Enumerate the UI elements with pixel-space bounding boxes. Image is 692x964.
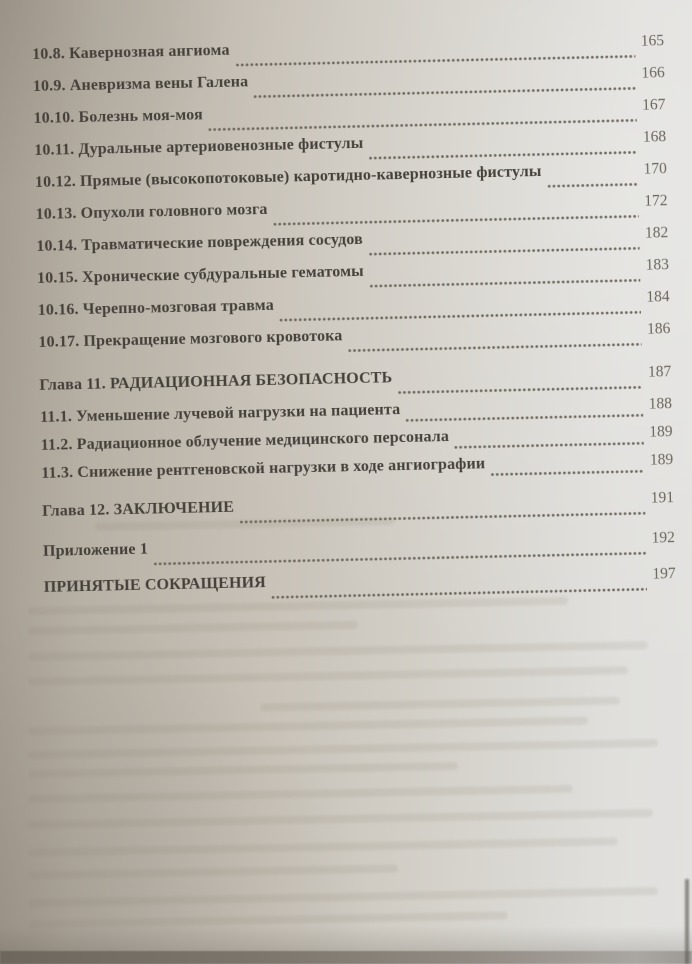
toc-page-number: 189 <box>649 423 673 441</box>
dot-leader <box>547 182 638 189</box>
dot-leader <box>279 310 641 323</box>
dot-leader <box>490 469 644 477</box>
toc-page-number: 191 <box>650 489 675 507</box>
toc-page-number: 182 <box>644 224 669 242</box>
toc-entry-label: 10.16. Черепно-мозговая травма <box>37 296 275 319</box>
bleed-through-line <box>28 739 658 759</box>
bleed-through-line <box>28 837 618 856</box>
toc-entry-label: Глава 12. ЗАКЛЮЧЕНИЕ <box>41 498 235 520</box>
bleed-through-line <box>260 697 620 712</box>
toc-entry-label: 10.14. Травматические повреждения сосудов <box>36 230 364 255</box>
toc-page-number: 166 <box>641 64 665 82</box>
dot-leader <box>398 385 643 395</box>
toc-entry-label: 10.11. Дуральные артериовенозные фистулы <box>34 134 364 159</box>
page-right-edge <box>685 879 689 964</box>
toc-page-number: 170 <box>643 160 668 178</box>
dot-leader <box>368 246 639 257</box>
toc-page-number: 165 <box>640 32 665 50</box>
toc-entry-label: 10.13. Опухоли головного мозга <box>35 200 268 223</box>
bleed-through-line <box>28 717 588 736</box>
toc-page-number: 197 <box>652 565 676 583</box>
dot-leader <box>454 441 644 450</box>
bleed-through-line <box>28 785 573 803</box>
dot-leader <box>153 551 646 567</box>
toc-entry-label: Глава 11. РАДИАЦИОННАЯ БЕЗОПАСНОСТЬ <box>39 369 393 394</box>
toc-page-number: 184 <box>646 288 670 306</box>
toc-entry-label: 10.10. Болезнь моя-моя <box>33 106 203 127</box>
toc-page-number: 186 <box>646 320 671 338</box>
toc-page-number: 189 <box>649 451 674 469</box>
toc-entry-label: 10.15. Хронические субдуральные гематомы <box>36 262 364 287</box>
bleed-through-line <box>28 809 653 829</box>
dot-leader <box>369 150 638 161</box>
toc-page-number: 192 <box>651 529 676 547</box>
toc-entry-label: 11.1. Уменьшение лучевой нагрузки на пациента <box>39 401 401 426</box>
toc-page-number: 183 <box>645 256 670 274</box>
dot-leader <box>273 214 639 227</box>
bleed-through-line <box>28 762 458 778</box>
toc-entry-label: 10.9. Аневризма вены Галена <box>32 73 249 95</box>
bleed-through-line <box>28 666 628 686</box>
toc-page-number: 188 <box>648 395 673 413</box>
toc-page-number: 167 <box>642 96 666 114</box>
toc-entry-label: 10.8. Кавернозная ангиома <box>32 41 230 63</box>
toc-page-number: 168 <box>642 128 667 146</box>
toc-page-number: 172 <box>644 192 668 210</box>
toc-entry-label: 10.12. Прямые (высокопотоковые) каротидно-кавернозные фистулы <box>34 162 542 191</box>
table-edge-band <box>0 951 692 964</box>
bleed-through-line <box>28 911 508 928</box>
toc-entry-label: 10.17. Прекращение мозгового кровотока <box>38 327 343 351</box>
toc-page-number: 187 <box>647 363 672 381</box>
dot-leader <box>405 413 643 423</box>
bleed-through-line <box>28 641 648 661</box>
page-bottom-shadow <box>0 926 692 954</box>
toc-entry-label: Приложение 1 <box>42 540 149 560</box>
dot-leader <box>369 278 640 289</box>
bleed-through-line <box>28 864 398 879</box>
toc-entry-label: 11.3. Снижение рентгеновской нагрузки в ходе ангиографии <box>41 455 486 482</box>
toc-entry-label: 11.2. Радиационное облучение медицинского персонала <box>40 427 450 454</box>
bleed-through-line <box>28 887 658 907</box>
bleed-through-line <box>28 621 358 635</box>
toc-entry-label: ПРИНЯТЫЕ СОКРАЩЕНИЯ <box>43 574 267 596</box>
dot-leader <box>348 342 642 353</box>
